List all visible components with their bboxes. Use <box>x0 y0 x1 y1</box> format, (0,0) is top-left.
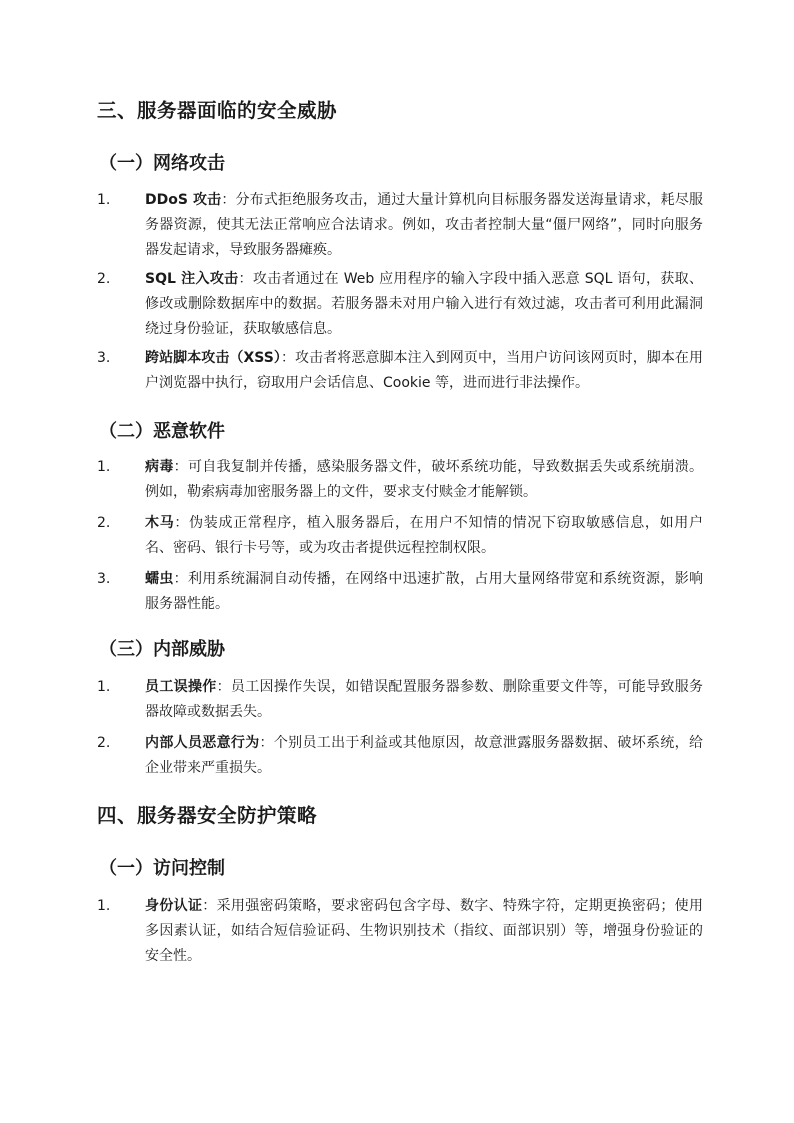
list-item-body <box>145 188 703 263</box>
list-number: 1. <box>97 459 111 475</box>
list-number: 1. <box>97 192 111 208</box>
list-item-body <box>145 567 703 617</box>
subsection-heading-malware: （二）恶意软件 <box>99 421 225 442</box>
list-item-term: 内部人员恶意行为 <box>145 735 260 751</box>
list-item-body <box>145 894 703 969</box>
list-number: 1. <box>97 898 111 914</box>
list-item-term: 身份认证 <box>145 898 203 914</box>
subsection-heading-network-attacks: （一）网络攻击 <box>99 153 225 174</box>
list-item-body <box>145 346 703 396</box>
list-number: 1. <box>97 679 111 695</box>
list-item-body <box>145 511 703 561</box>
list-number: 3. <box>97 571 111 587</box>
list-number: 2. <box>97 515 111 531</box>
subsection-heading-access-control: （一）访问控制 <box>99 858 225 879</box>
list-item-body <box>145 267 703 342</box>
section-heading-threats: 三、服务器面临的安全威胁 <box>97 99 338 122</box>
list-item-term: SQL 注入攻击 <box>145 271 239 287</box>
list-number: 3. <box>97 350 111 366</box>
list-number: 2. <box>97 271 111 287</box>
section-heading-strategy: 四、服务器安全防护策略 <box>97 804 318 827</box>
list-item-term: 木马 <box>145 515 175 531</box>
list-item-text: ：伪装成正常程序，植入服务器后，在用户不知情的情况下窃取敏感信息，如用户名、密码、银行卡号等，或为攻击者提供远程控制权限。 <box>145 515 703 556</box>
list-item-text: ：攻击者通过在 Web 应用程序的输入字段中插入恶意 SQL 语句，获取、修改或删除数据库中的数据。若服务器未对用户输入进行有效过滤，攻击者可利用此漏洞绕过身份验证，获取敏感信息。 <box>145 271 704 337</box>
list-item-text: ：采用强密码策略，要求密码包含字母、数字、特殊字符，定期更换密码；使用多因素认证，如结合短信验证码、生物识别技术（指纹、面部识别）等，增强身份验证的安全性。 <box>145 898 704 964</box>
list-item-text: ：利用系统漏洞自动传播，在网络中迅速扩散，占用大量网络带宽和系统资源，影响服务器性能。 <box>145 571 704 612</box>
list-item-text: ：个别员工出于利益或其他原因，故意泄露服务器数据、破坏系统，给企业带来严重损失。 <box>145 735 704 776</box>
list-item-term: 病毒 <box>145 459 174 475</box>
list-item-body <box>145 455 703 505</box>
list-item-text: ：员工因操作失误，如错误配置服务器参数、删除重要文件等，可能导致服务器故障或数据丢失。 <box>145 679 704 720</box>
list-item-term: DDoS 攻击 <box>145 192 222 208</box>
list-item-body <box>145 731 703 781</box>
list-item-text: ：可自我复制并传播，感染服务器文件，破坏系统功能，导致数据丢失或系统崩溃。例如，勒索病毒加密服务器上的文件，要求支付赎金才能解锁。 <box>145 459 704 500</box>
list-item-text: ：攻击者将恶意脚本注入到网页中，当用户访问该网页时，脚本在用户浏览器中执行，窃取用户会话信息、Cookie 等，进而进行非法操作。 <box>145 350 703 391</box>
list-item-term: 员工误操作 <box>145 679 217 695</box>
subsection-heading-internal-threats: （三）内部威胁 <box>99 639 225 660</box>
list-item-term: 跨站脚本攻击（XSS） <box>145 350 281 366</box>
list-number: 2. <box>97 735 111 751</box>
list-item-term: 蠕虫 <box>145 571 174 587</box>
list-item-body <box>145 675 703 725</box>
list-item-text: ：分布式拒绝服务攻击，通过大量计算机向目标服务器发送海量请求，耗尽服务器资源，使其无法正常响应合法请求。例如，攻击者控制大量“僵尸网络”，同时向服务器发起请求，导致服务器瘫痪。 <box>145 192 703 258</box>
